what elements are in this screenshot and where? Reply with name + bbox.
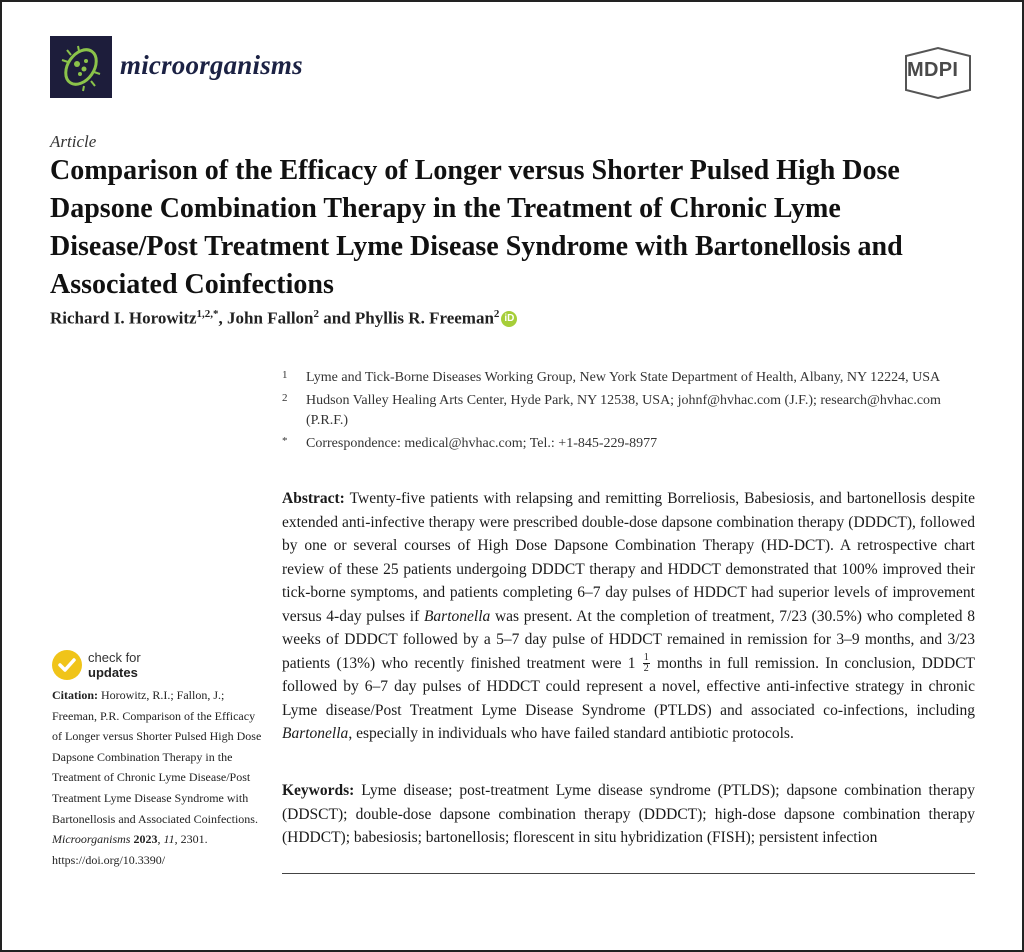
- citation-pages: , 2301.: [174, 832, 208, 847]
- abstract-text: was present. At the completion of treatment, 7/23 (30.5%) who completed 8 weeks of DDDCT followed by a 5–7 day pulse of HDDCT remained in remission for 3–9 months, and 3/23 patients (13%) who recently finished treatment were 1: [282, 607, 976, 672]
- abstract-label: Abstract:: [282, 490, 345, 507]
- author-list: [50, 308, 517, 329]
- citation-volume: 11: [163, 832, 175, 847]
- citation-text: Horowitz, R.I.; Fallon, J.; Freeman, P.R. Comparison of the Efficacy of Longer versus Shorter Pulsed High Dose Dapsone Combination Therapy in the Treatment of Chronic Lyme Disease/Post Treatment Lyme Disease Syndrome with Bartonellosis and Associated Coinfections.: [52, 688, 262, 826]
- journal-logo-icon: [50, 36, 112, 98]
- affiliation-marker: 1: [282, 369, 288, 381]
- author-affil-sup: 1,2,*: [196, 308, 219, 320]
- publisher-name: MDPI: [907, 59, 959, 81]
- citation-doi-link[interactable]: https://doi.org/10.3390/: [52, 852, 166, 867]
- citation-year: 2023: [133, 832, 158, 847]
- author-name: Richard I. Horowitz: [50, 308, 197, 328]
- abstract-italic: Bartonella: [423, 607, 491, 625]
- citation-journal: Microorganisms: [52, 832, 131, 847]
- author-name: Phyllis R. Freeman: [354, 308, 494, 328]
- affiliations: [282, 368, 982, 457]
- article-type: Article: [50, 132, 97, 151]
- check-updates-icon: [52, 650, 82, 680]
- fraction-denominator: 2: [643, 663, 649, 675]
- author-affil-sup: 2: [493, 308, 500, 320]
- updates-line2: updates: [88, 665, 138, 680]
- affiliation-item: [282, 391, 982, 431]
- keywords-text: Lyme disease; post-treatment Lyme disease syndrome (PTLDS); dapsone combination therapy (DDSCT); double-dose dapsone combination therapy (DDDCT); high-dose dapsone combination therapy (HDDCT); babesiosis; bartonellosis; florescent in situ hybridization (FISH); persistent infection: [282, 782, 975, 846]
- affiliation-text: Hudson Valley Healing Arts Center, Hyde Park, NY 12538, USA; johnf@hvhac.com (J.F.); research@hvhac.com (P.R.F.): [306, 393, 941, 428]
- fraction: [643, 653, 650, 674]
- abstract-text: , especially in individuals who have failed standard antibiotic protocols.: [348, 725, 794, 742]
- affiliation-item: [282, 368, 982, 388]
- abstract-text: Twenty-five patients with relapsing and remitting Borreliosis, Babesiosis, and bartonellosis despite extended anti-infective therapy were prescribed double-dose dapsone combination therapy (DDDCT), followed by one or several courses of High Dose Dapsone Combination Therapy (HD-DCT). A retrospective chart review of these 25 patients undergoing DDDCT therapy and HDDCT demonstrated that 100% improved their tick-borne symptoms, and patients completing 6–7 day pulses of HDDCT had superior levels of improvement versus 4-day pulses if: [282, 490, 975, 625]
- updates-line1: check for: [88, 650, 141, 665]
- divider: [282, 873, 975, 874]
- abstract: [282, 487, 975, 746]
- abstract-text: months in full remission. In conclusion, DDDCT followed by 6–7 day pulses of HDDCT could represent a novel, effective anti-infective strategy in chronic Lyme disease/Post Treatment Lyme Disease Syndrome (PTLDS) and associated co-infections, including: [282, 654, 976, 719]
- check-for-updates-button[interactable]: [52, 650, 212, 684]
- citation: Citation: Horowitz, R.I.; Fallon, J.; Freeman, P.R. Comparison of the Efficacy of Longer versus Shorter Pulsed High Dose Dapsone Combination Therapy in the Treatment of Chronic Lyme Disease/Post Treatment Lyme Disease Syndrome with Bartonellosis and Associated Coinfections. Microorganisms 2023, 11, 2301. https://doi.org/10.3390/: [52, 688, 262, 867]
- author-separator: ,: [218, 308, 228, 328]
- affiliation-text: Correspondence: medical@hvhac.com; Tel.: +1-845-229-8977: [306, 436, 658, 451]
- fraction-numerator: 1: [643, 652, 649, 664]
- author-separator: and: [319, 308, 355, 328]
- citation-label: Citation:: [52, 688, 98, 702]
- orcid-icon[interactable]: iD: [501, 311, 517, 327]
- author-affil-sup: 2: [313, 308, 319, 320]
- author-name: John Fallon: [227, 308, 314, 328]
- affiliation-marker: 2: [282, 392, 288, 404]
- keywords-label: Keywords:: [282, 782, 355, 799]
- article-title: Comparison of the Efficacy of Longer versus Shorter Pulsed High Dose Dapsone Combination Therapy in the Treatment of Chronic Lyme Disease/Post Treatment Lyme Disease Syndrome with Bartonellosis and Associated Coinfections: [50, 155, 903, 300]
- abstract-italic: Bartonella: [282, 725, 349, 742]
- affiliation-item: [282, 434, 982, 454]
- affiliation-marker: *: [282, 435, 288, 447]
- journal-name: microorganisms: [120, 50, 303, 80]
- affiliation-text: Lyme and Tick-Borne Diseases Working Group, New York State Department of Health, Albany, NY 12224, USA: [306, 370, 941, 385]
- keywords: [282, 779, 975, 850]
